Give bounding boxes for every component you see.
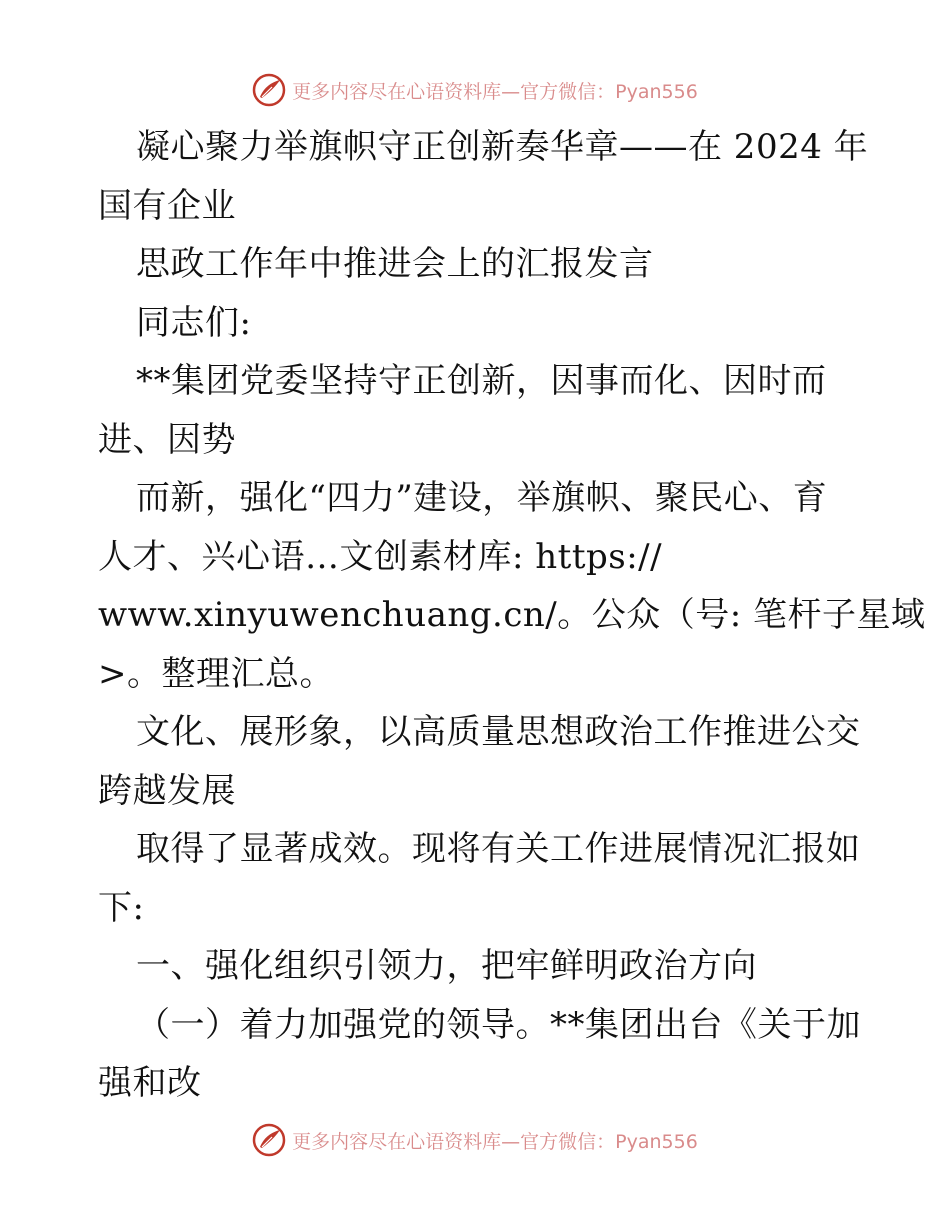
text-line: （一）着力加强党的领导。**集团出台《关于加 <box>136 1004 861 1045</box>
text-line: 跨越发展 <box>98 770 236 811</box>
watermark-group <box>252 1123 698 1157</box>
document-body <box>98 118 926 1113</box>
watermark-group <box>252 73 698 107</box>
text-line: 文化、展形象，以高质量思想政治工作推进公交 <box>136 712 861 752</box>
watermark-text: 更多内容尽在心语资料库—官方微信：Pyan556 <box>292 1130 698 1153</box>
text-line: 思政工作年中推进会上的汇报发言 <box>136 244 654 284</box>
text-line: 国有企业 <box>98 185 236 226</box>
text-line: >。整理汇总。 <box>98 653 334 694</box>
text-line: 而新，强化“四力”建设，举旗帜、聚民心、育 <box>136 478 828 518</box>
text-line: 下: <box>98 887 145 928</box>
feather-pen-logo-icon <box>252 1123 286 1157</box>
watermark-text: 更多内容尽在心语资料库—官方微信：Pyan556 <box>292 80 698 103</box>
text-line: 取得了显著成效。现将有关工作进展情况汇报如 <box>136 829 861 869</box>
text-line: 一、强化组织引领力，把牢鲜明政治方向 <box>136 946 757 986</box>
text-line: www.xinyuwenchuang.cn/。公众（号: 笔杆子星域 <box>98 595 926 635</box>
text-line: 凝心聚力举旗帜守正创新奏华章——在 2024 年 <box>136 127 869 167</box>
text-line: 人才、兴心语…文创素材库: https:// <box>98 536 663 577</box>
watermark-banner-bottom <box>0 1120 950 1160</box>
text-line: **集团党委坚持守正创新，因事而化、因时而 <box>136 361 827 401</box>
feather-pen-logo-icon <box>252 73 286 107</box>
text-line: 进、因势 <box>98 419 236 460</box>
text-line: 强和改 <box>98 1063 202 1103</box>
watermark-banner-top <box>0 70 950 110</box>
text-line: 同志们: <box>136 302 252 343</box>
